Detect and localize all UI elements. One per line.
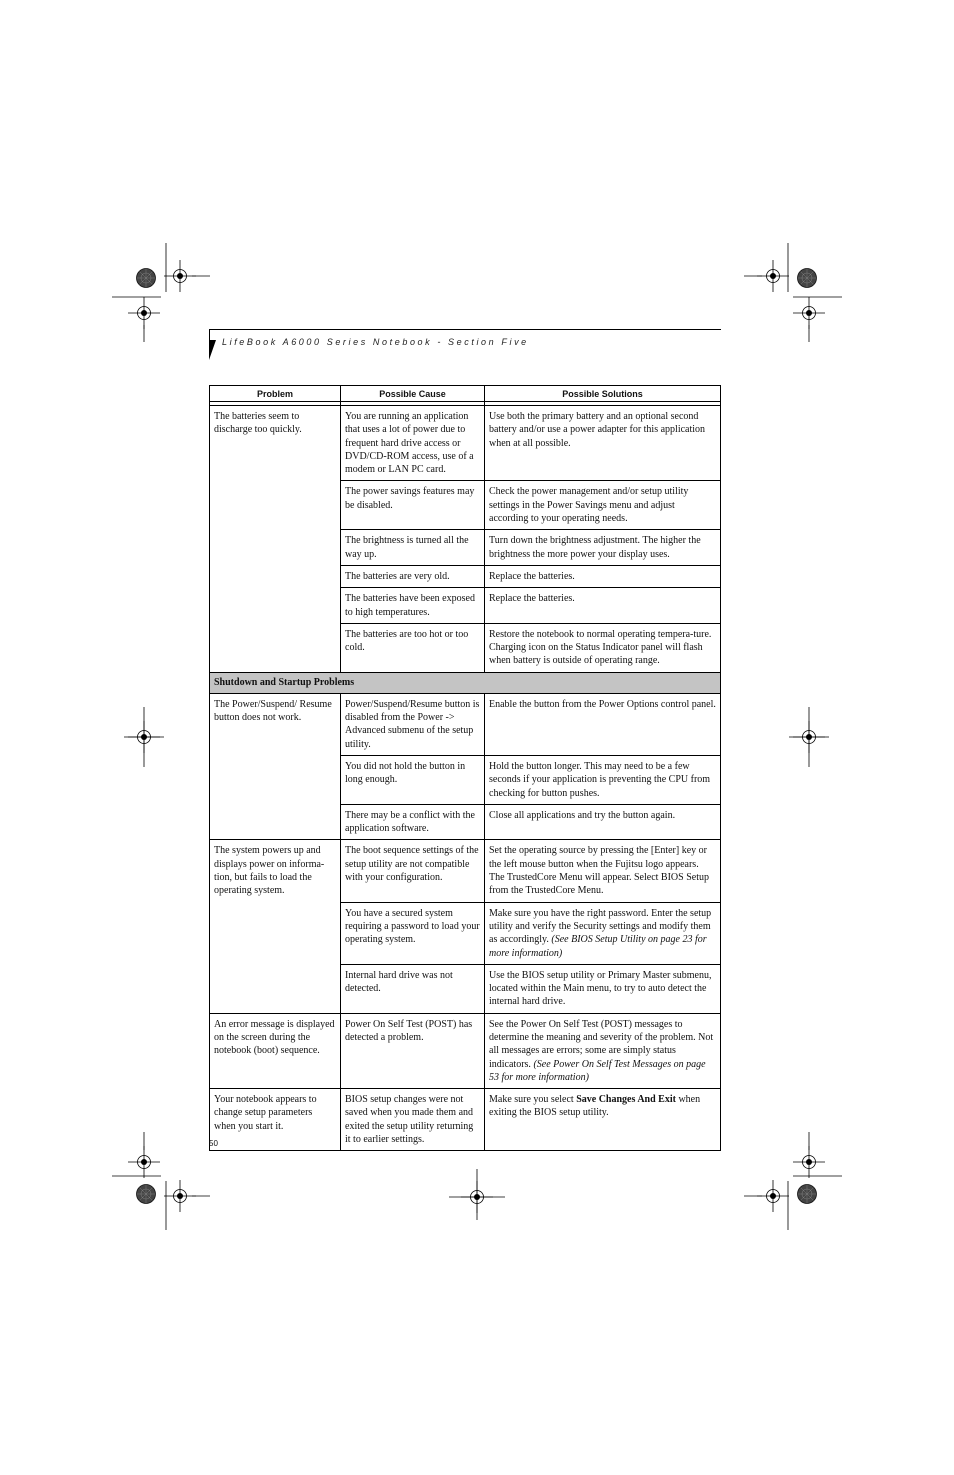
cause-cell: The batteries are very old. xyxy=(341,565,485,587)
solution-cell: Set the operating source by pressing the [Enter] key or the left mouse button when the Fujitsu logo appears. The TrustedCore Menu will appear. Select BIOS Setup from the TrustedCore Menu. xyxy=(485,840,721,902)
solution-cell: Use both the primary battery and an optional second battery and/or use a power adapter for this application when at all possible. xyxy=(485,406,721,481)
table-row xyxy=(210,840,721,902)
cause-cell: The batteries have been exposed to high temperatures. xyxy=(341,588,485,624)
solution-text: See the Power On Self Test (POST) messages to determine the meaning and severity of the problem. Not all messages are errors; some are simply status indicators. xyxy=(489,1018,714,1070)
column-header-solutions: Possible Solutions xyxy=(485,386,721,402)
solution-cell: Replace the batteries. xyxy=(485,565,721,587)
table-row xyxy=(210,693,721,755)
cause-cell: You did not hold the button in long enough. xyxy=(341,755,485,804)
table-row xyxy=(210,406,721,481)
solution-text: Make sure you have the right password. Enter the setup utility and verify the Security settings and modify them as accordingly. xyxy=(489,907,712,946)
problem-cell: Your notebook appears to change setup parameters when you start it. xyxy=(210,1089,341,1151)
header-tab-marker xyxy=(209,340,216,360)
table-header-row xyxy=(210,386,721,402)
solution-cell: Check the power management and/or setup utility settings in the Power Savings menu and adjust according to your operating needs. xyxy=(485,481,721,530)
header-rule xyxy=(209,329,721,330)
solution-cell: Replace the batteries. xyxy=(485,588,721,624)
section-title: Shutdown and Startup Problems xyxy=(210,672,721,693)
solution-cell: Enable the button from the Power Options control panel. xyxy=(485,693,721,755)
cause-cell: You are running an application that uses a lot of power due to frequent hard drive access or DVD/CD-ROM access, use of a modem or LAN PC card. xyxy=(341,406,485,481)
solution-text: when exiting the BIOS setup utility. xyxy=(489,1094,701,1119)
problem-cell: The Power/Suspend/ Resume button does not work. xyxy=(210,693,341,840)
solution-cell: Turn down the brightness adjustment. The higher the brightness the more power your display uses. xyxy=(485,530,721,566)
solution-cell: Restore the notebook to normal operating tempera-ture. Charging icon on the Status Indicator panel will flash when battery is outside of operating range. xyxy=(485,623,721,672)
section-header-row xyxy=(210,672,721,693)
column-header-problem: Problem xyxy=(210,386,341,402)
solution-cell xyxy=(485,1013,721,1088)
running-header-title: LifeBook A6000 Series Notebook - Section Five xyxy=(222,337,529,347)
cause-cell: The brightness is turned all the way up. xyxy=(341,530,485,566)
cause-cell: Power On Self Test (POST) has detected a problem. xyxy=(341,1013,485,1088)
cause-cell: The batteries are too hot or too cold. xyxy=(341,623,485,672)
page-reference: (See BIOS Setup Utility on page 23 for more information) xyxy=(489,934,707,959)
cause-cell: There may be a conflict with the application software. xyxy=(341,804,485,840)
cause-cell: BIOS setup changes were not saved when you made them and exited the setup utility returning it to earlier settings. xyxy=(341,1089,485,1151)
page-reference: (See Power On Self Test Messages on page 53 for more information) xyxy=(489,1058,706,1083)
problem-cell: The batteries seem to discharge too quickly. xyxy=(210,406,341,673)
cause-cell: The power savings features may be disabled. xyxy=(341,481,485,530)
solution-text: Make sure you select xyxy=(489,1094,574,1106)
page-number: 50 xyxy=(209,1139,218,1148)
cause-cell: Internal hard drive was not detected. xyxy=(341,964,485,1013)
troubleshooting-table xyxy=(209,385,721,1151)
cause-cell: Power/Suspend/Resume button is disabled from the Power -> Advanced submenu of the setup utility. xyxy=(341,693,485,755)
solution-cell xyxy=(485,1089,721,1151)
menu-option-name: Save Changes And Exit xyxy=(576,1094,676,1106)
solution-cell: Hold the button longer. This may need to be a few seconds if your application is preventing the CPU from checking for button pushes. xyxy=(485,755,721,804)
table-row xyxy=(210,1013,721,1088)
problem-cell: An error message is displayed on the screen during the notebook (boot) sequence. xyxy=(210,1013,341,1088)
column-header-cause: Possible Cause xyxy=(341,386,485,402)
solution-cell xyxy=(485,902,721,964)
cause-cell: You have a secured system requiring a password to load your operating system. xyxy=(341,902,485,964)
problem-cell: The system powers up and displays power on informa-tion, but fails to load the operating system. xyxy=(210,840,341,1013)
table-row xyxy=(210,1089,721,1151)
solution-cell: Close all applications and try the button again. xyxy=(485,804,721,840)
cause-cell: The boot sequence settings of the setup utility are not compatible with your configuration. xyxy=(341,840,485,902)
solution-cell: Use the BIOS setup utility or Primary Master submenu, located within the Main menu, to try to auto detect the internal hard drive. xyxy=(485,964,721,1013)
